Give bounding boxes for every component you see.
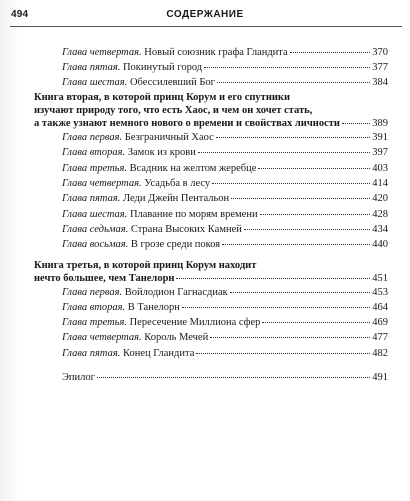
book-title-line: а также узнают немного нового о времени и свойствах личности xyxy=(34,118,340,129)
book-title-line: нечто большее, чем Танелорн xyxy=(34,273,175,284)
book-title-line: Книга вторая, в которой принц Корум и его спутники xyxy=(34,92,291,103)
chapter-name: Всадник на желтом жеребце xyxy=(126,163,257,174)
toc-entry xyxy=(62,316,388,330)
dot-leader xyxy=(198,152,370,153)
page-ref: 370 xyxy=(372,47,388,58)
toc-entry xyxy=(62,76,388,90)
chapter-title xyxy=(62,192,229,206)
toc-entry-epilogue xyxy=(62,371,388,385)
chapter-title xyxy=(62,286,228,300)
page-ref: 477 xyxy=(372,332,388,343)
chapter-title xyxy=(62,223,242,237)
toc-entry xyxy=(62,177,388,191)
page-ref: 434 xyxy=(372,224,388,235)
chapter-number: Глава восьмая. xyxy=(62,239,129,250)
chapter-name: Плавание по морям времени xyxy=(127,209,258,220)
chapter-title xyxy=(62,162,256,176)
chapter-title xyxy=(62,238,220,252)
dot-leader xyxy=(176,278,370,279)
page-ref: 451 xyxy=(372,273,388,284)
chapter-name: Страна Высоких Камней xyxy=(128,224,242,235)
chapter-name: Конец Гландита xyxy=(120,348,195,359)
page-ref: 464 xyxy=(372,302,388,313)
toc-entry xyxy=(62,238,388,252)
dot-leader xyxy=(97,377,370,378)
chapter-name: Замок из крови xyxy=(125,147,196,158)
chapter-number: Глава шестая. xyxy=(62,209,128,220)
chapter-number: Глава вторая. xyxy=(62,302,126,313)
chapter-name: В грозе среди покоя xyxy=(128,239,221,250)
toc-entry xyxy=(62,347,388,361)
dot-leader xyxy=(231,198,370,199)
page-ref: 397 xyxy=(372,147,388,158)
chapter-title xyxy=(62,146,196,160)
dot-leader xyxy=(182,307,370,308)
chapter-number: Глава пятая. xyxy=(62,193,121,204)
toc-entry xyxy=(62,331,388,345)
dot-leader xyxy=(342,123,370,124)
epilogue-title: Эпилог xyxy=(62,372,95,383)
chapter-name: Обессилевший Бог xyxy=(127,77,215,88)
running-title: СОДЕРЖАНИЕ xyxy=(166,9,244,20)
chapter-number: Глава пятая. xyxy=(62,62,121,73)
chapter-title xyxy=(62,46,288,60)
dot-leader xyxy=(244,229,370,230)
toc-entry xyxy=(62,146,388,160)
page-ref: 377 xyxy=(372,62,388,73)
chapter-name: Король Мечей xyxy=(141,332,209,343)
chapter-name: Усадьба в лесу xyxy=(141,178,211,189)
chapter-name: Пересечение Миллиона сфер xyxy=(126,317,261,328)
toc-entry xyxy=(62,223,388,237)
dot-leader xyxy=(196,353,370,354)
chapter-name: Войлодион Гагнасдиак xyxy=(122,287,228,298)
dot-leader xyxy=(222,244,370,245)
page-ref: 428 xyxy=(372,209,388,220)
chapter-number: Глава седьмая. xyxy=(62,224,129,235)
page-ref: 420 xyxy=(372,193,388,204)
chapter-title xyxy=(62,76,215,90)
toc-entry xyxy=(62,131,388,145)
toc-entry xyxy=(62,301,388,315)
chapter-title xyxy=(62,208,258,222)
dot-leader xyxy=(210,337,370,338)
chapter-number: Глава четвертая. xyxy=(62,178,142,189)
chapter-number: Глава шестая. xyxy=(62,77,128,88)
book-heading xyxy=(34,91,388,130)
toc-entry xyxy=(62,286,388,300)
chapter-title xyxy=(62,347,194,361)
chapter-number: Глава четвертая. xyxy=(62,47,142,58)
page-ref: 384 xyxy=(372,77,388,88)
chapter-name: Леди Джейн Пентальон xyxy=(120,193,230,204)
chapter-name: Новый союзник графа Гландита xyxy=(141,47,288,58)
dot-leader xyxy=(216,137,370,138)
toc-entry xyxy=(62,61,388,75)
book-title-line: изучают природу того, что есть Хаос, и чем он хочет стать, xyxy=(34,105,313,116)
page-ref: 453 xyxy=(372,287,388,298)
chapter-title xyxy=(62,316,260,330)
page-ref: 414 xyxy=(372,178,388,189)
page-ref: 440 xyxy=(372,239,388,250)
chapter-number: Глава вторая. xyxy=(62,147,126,158)
dot-leader xyxy=(262,322,370,323)
page-ref: 482 xyxy=(372,348,388,359)
page-ref: 389 xyxy=(372,118,388,129)
chapter-title xyxy=(62,177,210,191)
chapter-title xyxy=(62,301,180,315)
book-heading xyxy=(34,259,388,285)
toc-entry xyxy=(62,46,388,60)
dot-leader xyxy=(212,183,370,184)
page-ref: 391 xyxy=(372,132,388,143)
page-number: 494 xyxy=(11,9,29,20)
chapter-number: Глава третья. xyxy=(62,163,127,174)
chapter-number: Глава пятая. xyxy=(62,348,121,359)
page-ref: 469 xyxy=(372,317,388,328)
chapter-number: Глава первая. xyxy=(62,287,123,298)
dot-leader xyxy=(217,82,370,83)
chapter-name: Покинутый город xyxy=(120,62,203,73)
chapter-name: В Танелорн xyxy=(125,302,180,313)
page-ref: 403 xyxy=(372,163,388,174)
chapter-number: Глава третья. xyxy=(62,317,127,328)
chapter-name: Безграничный Хаос xyxy=(122,132,214,143)
dot-leader xyxy=(260,214,371,215)
dot-leader xyxy=(290,52,371,53)
chapter-title xyxy=(62,131,214,145)
toc-entry xyxy=(62,208,388,222)
chapter-title xyxy=(62,331,208,345)
dot-leader xyxy=(230,292,371,293)
dot-leader xyxy=(258,168,370,169)
toc-entry xyxy=(62,162,388,176)
book-title-line: Книга третья, в которой принц Корум находит xyxy=(34,260,257,271)
dot-leader xyxy=(204,67,370,68)
chapter-title xyxy=(62,61,202,75)
toc-entry xyxy=(62,192,388,206)
chapter-number: Глава четвертая. xyxy=(62,332,142,343)
chapter-number: Глава первая. xyxy=(62,132,123,143)
page-ref: 491 xyxy=(372,372,388,383)
